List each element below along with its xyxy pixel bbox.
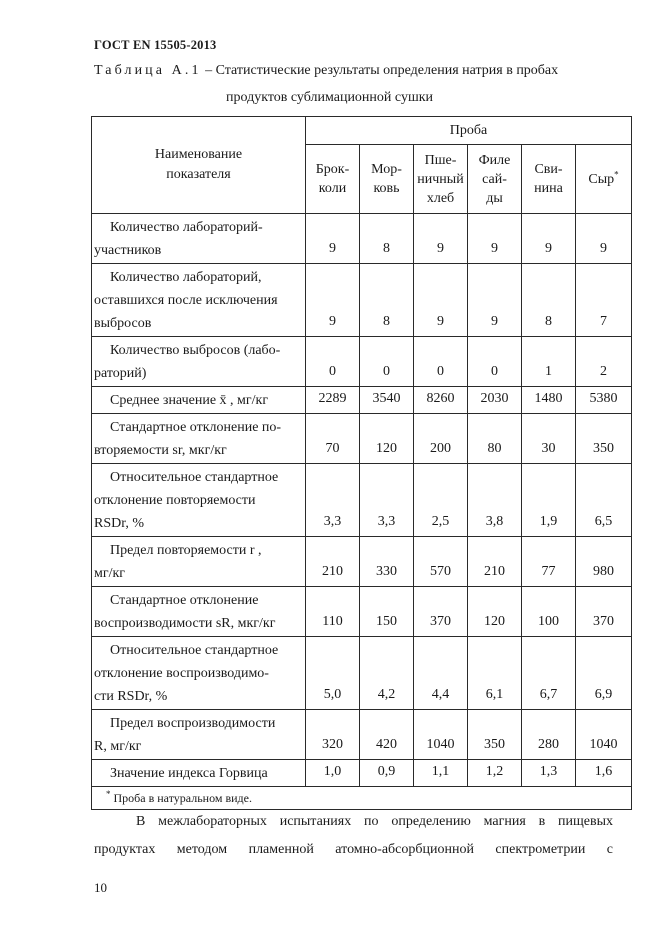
- table-row: [92, 337, 632, 387]
- value-cell: 5,0: [306, 637, 360, 710]
- row-label-line: отклонение повторяемости: [94, 493, 256, 508]
- value-cell: 1,2: [468, 760, 522, 787]
- value-cell: 1040: [576, 710, 632, 760]
- row-label-cell: [92, 414, 306, 464]
- product-header-line: Мор-: [371, 162, 402, 177]
- product-header-line: ковь: [373, 181, 400, 196]
- value-cell: 320: [306, 710, 360, 760]
- value-cell: 8: [522, 264, 576, 337]
- value-cell: 1,1: [414, 760, 468, 787]
- row-label-line: отклонение воспроизводимо-: [94, 666, 269, 681]
- value-cell: 980: [576, 537, 632, 587]
- product-header-line: Пше-: [424, 152, 457, 168]
- value-cell: 280: [522, 710, 576, 760]
- value-cell: 9: [468, 214, 522, 264]
- row-label-line: выбросов: [94, 316, 152, 331]
- row-label-line: Значение индекса Горвица: [110, 766, 268, 781]
- results-table-body: [92, 117, 632, 810]
- row-label-line: участников: [94, 243, 162, 258]
- value-cell: 30: [522, 414, 576, 464]
- value-cell: 9: [468, 264, 522, 337]
- value-cell: 0,9: [360, 760, 414, 787]
- value-cell: 2,5: [414, 464, 468, 537]
- product-header-cell: [468, 145, 522, 214]
- row-label-line: Стандартное отклонение по-: [110, 420, 282, 435]
- value-cell: 1480: [522, 387, 576, 414]
- value-cell: 150: [360, 587, 414, 637]
- value-cell: 9: [414, 264, 468, 337]
- value-cell: 350: [576, 414, 632, 464]
- document-header: ГОСТ EN 15505-2013: [94, 38, 217, 52]
- product-name: Сыр: [588, 171, 615, 187]
- row-label-line: Предел повторяемости r ,: [110, 543, 262, 558]
- footnote-text: Проба в натуральном виде.: [110, 790, 252, 805]
- value-cell: 1: [522, 337, 576, 387]
- product-header-line: хлеб: [426, 190, 455, 206]
- row-header-line: Наименование: [154, 147, 243, 162]
- product-header-cell: [414, 145, 468, 214]
- product-header-line: нина: [534, 181, 563, 196]
- product-header-cell: [360, 145, 414, 214]
- table-row: [92, 464, 632, 537]
- value-cell: 1,9: [522, 464, 576, 537]
- row-label-cell: [92, 760, 306, 787]
- product-header-line: сай-: [482, 171, 507, 187]
- table-row: [92, 587, 632, 637]
- row-label-cell: [92, 587, 306, 637]
- row-header-line: показателя: [166, 167, 231, 182]
- row-label-line: Среднее значение x̄ , мг/кг: [110, 393, 269, 408]
- value-cell: 110: [306, 587, 360, 637]
- table-row: [92, 264, 632, 337]
- row-label-line: Количество лабораторий,: [110, 270, 262, 285]
- value-cell: 70: [306, 414, 360, 464]
- value-cell: 8: [360, 214, 414, 264]
- row-label-line: Стандартное отклонение: [110, 593, 259, 608]
- table-caption-line2: продуктов сублимационной сушки: [226, 90, 434, 105]
- value-cell: 370: [414, 587, 468, 637]
- row-label-line: оставшихся после исключения: [94, 293, 278, 308]
- row-label-line: раторий): [94, 366, 147, 381]
- value-cell: 370: [576, 587, 632, 637]
- row-label-line: мг/кг: [94, 566, 126, 581]
- value-cell: 2: [576, 337, 632, 387]
- row-label-cell: [92, 537, 306, 587]
- product-header-cell: [306, 145, 360, 214]
- table-caption-line1: [94, 63, 614, 79]
- value-cell: 2289: [306, 387, 360, 414]
- product-header-line: Филе: [478, 152, 511, 168]
- product-header-line: ничный: [417, 171, 464, 187]
- value-cell: 210: [468, 537, 522, 587]
- row-label-cell: [92, 387, 306, 414]
- value-cell: 6,1: [468, 637, 522, 710]
- footnote-row: [92, 787, 632, 810]
- value-cell: 570: [414, 537, 468, 587]
- product-header-line: Брок-: [315, 162, 350, 177]
- paragraph-line: продуктах методом пламенной атомно-абсорбционной спектрометрии с: [94, 842, 613, 857]
- value-cell: 9: [414, 214, 468, 264]
- row-label-cell: [92, 214, 306, 264]
- row-label-line: Относительное стандартное: [110, 470, 279, 485]
- row-label-line: Предел воспроизводимости: [110, 716, 276, 731]
- row-label-line: вторяемости sr, мкг/кг: [94, 443, 227, 458]
- value-cell: 200: [414, 414, 468, 464]
- value-cell: 9: [576, 214, 632, 264]
- product-header-cell: [576, 145, 632, 214]
- row-label-line: RSDr, %: [94, 516, 144, 531]
- table-row: [92, 387, 632, 414]
- table-row: [92, 414, 632, 464]
- row-label-line: R, мг/кг: [94, 739, 142, 754]
- row-label-line: воспроизводимости sR, мкг/кг: [94, 616, 276, 631]
- value-cell: 1,6: [576, 760, 632, 787]
- value-cell: 0: [468, 337, 522, 387]
- value-cell: 1,0: [306, 760, 360, 787]
- row-label-line: Количество лабораторий-: [110, 220, 263, 235]
- product-header-line: [576, 170, 631, 189]
- sample-group-header: Проба: [306, 117, 632, 145]
- value-cell: 8260: [414, 387, 468, 414]
- value-cell: 80: [468, 414, 522, 464]
- row-label-cell: [92, 464, 306, 537]
- table-caption-label: Таблица А.1: [94, 63, 202, 78]
- value-cell: 3,8: [468, 464, 522, 537]
- value-cell: 9: [522, 214, 576, 264]
- row-label-cell: [92, 637, 306, 710]
- row-label-line: Количество выбросов (лабо-: [110, 343, 281, 358]
- value-cell: 0: [414, 337, 468, 387]
- table-row: [92, 710, 632, 760]
- product-header-line: коли: [318, 181, 347, 196]
- table-row: [92, 537, 632, 587]
- row-label-line: сти RSDr, %: [94, 689, 168, 704]
- value-cell: 1,3: [522, 760, 576, 787]
- value-cell: 1040: [414, 710, 468, 760]
- value-cell: 350: [468, 710, 522, 760]
- paragraph-line: В межлабораторных испытаниях по определению магния в пищевых: [136, 814, 613, 829]
- value-cell: 420: [360, 710, 414, 760]
- table-row: [92, 637, 632, 710]
- row-label-cell: [92, 337, 306, 387]
- page-number: 10: [94, 880, 107, 895]
- value-cell: 210: [306, 537, 360, 587]
- row-label-cell: [92, 264, 306, 337]
- row-header-cell: [92, 117, 306, 214]
- table-caption-text: – Статистические результаты определения натрия в пробах: [201, 63, 559, 78]
- footnote-marker: *: [614, 168, 619, 179]
- product-header-line: ды: [486, 190, 503, 206]
- table-row: [92, 214, 632, 264]
- value-cell: 120: [360, 414, 414, 464]
- value-cell: 77: [522, 537, 576, 587]
- value-cell: 6,7: [522, 637, 576, 710]
- value-cell: 2030: [468, 387, 522, 414]
- value-cell: 0: [306, 337, 360, 387]
- product-header-cell: [522, 145, 576, 214]
- footnote-marker: *: [106, 788, 111, 799]
- value-cell: 6,9: [576, 637, 632, 710]
- value-cell: 9: [306, 264, 360, 337]
- product-header-line: Сви-: [534, 162, 563, 177]
- header-row-group: [92, 117, 632, 145]
- value-cell: 9: [306, 214, 360, 264]
- value-cell: 4,2: [360, 637, 414, 710]
- value-cell: 4,4: [414, 637, 468, 710]
- value-cell: 5380: [576, 387, 632, 414]
- value-cell: 330: [360, 537, 414, 587]
- value-cell: 100: [522, 587, 576, 637]
- value-cell: 0: [360, 337, 414, 387]
- value-cell: 8: [360, 264, 414, 337]
- value-cell: 6,5: [576, 464, 632, 537]
- results-table: [91, 116, 632, 810]
- table-footnote: [92, 787, 632, 810]
- table-row: [92, 760, 632, 787]
- row-label-line: Относительное стандартное: [110, 643, 279, 658]
- row-label-cell: [92, 710, 306, 760]
- value-cell: 3,3: [360, 464, 414, 537]
- value-cell: 3,3: [306, 464, 360, 537]
- value-cell: 120: [468, 587, 522, 637]
- value-cell: 3540: [360, 387, 414, 414]
- value-cell: 7: [576, 264, 632, 337]
